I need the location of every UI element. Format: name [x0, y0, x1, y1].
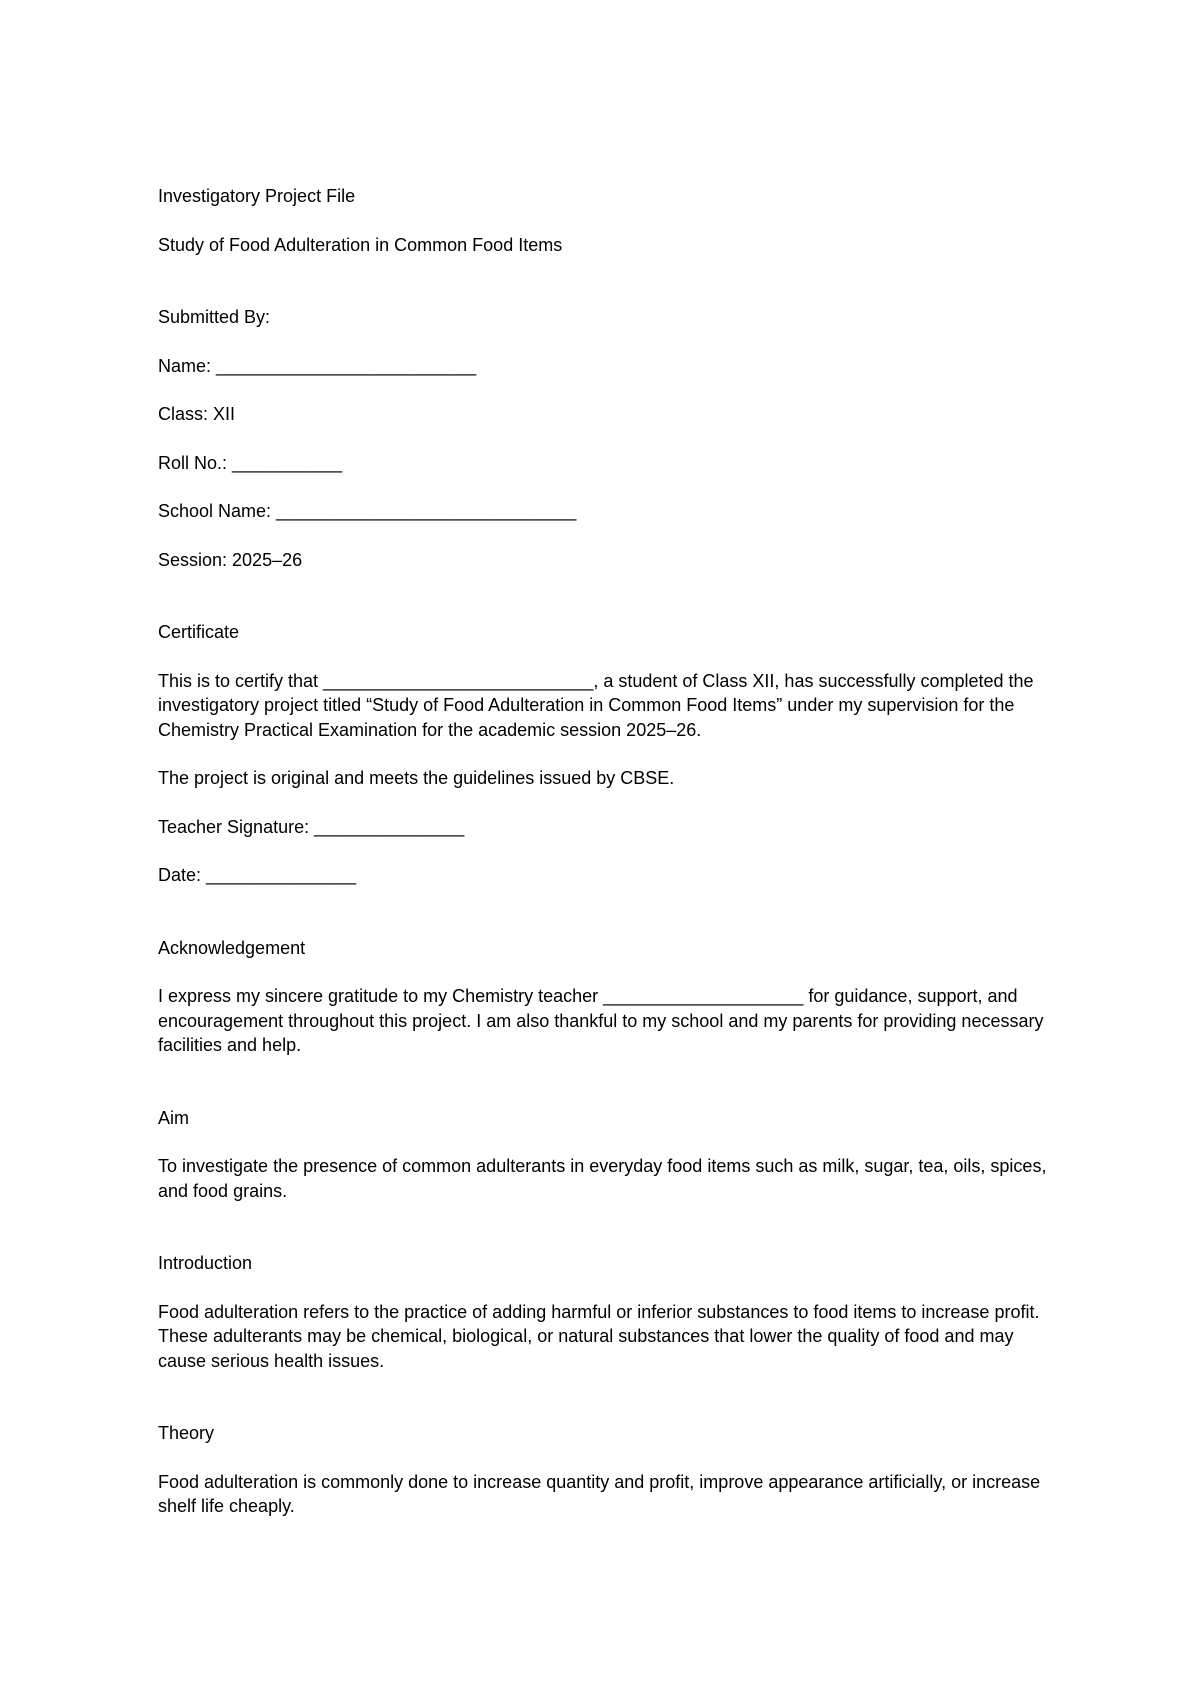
name-line: Name: __________________________: [158, 355, 477, 376]
teacher-signature-line: Teacher Signature: _______________: [158, 816, 465, 837]
aim-paragraph: To investigate the presence of common adulterants in everyday food items such as milk, sugar, tea, oils, spices, and food grains.: [158, 1156, 1047, 1201]
certificate-heading: Certificate: [158, 622, 240, 642]
project-title: Study of Food Adulteration in Common Food Items: [158, 234, 563, 255]
theory-heading: Theory: [158, 1423, 215, 1443]
introduction-paragraph: Food adulteration refers to the practice of adding harmful or inferior substances to food items to increase profit. These adulterants may be chemical, biological, or natural substances that lower the quality of food and may cause serious health issues.: [158, 1301, 1040, 1371]
date-line: Date: _______________: [158, 865, 357, 885]
document-heading: Investigatory Project File: [158, 186, 356, 206]
class-line: Class: XII: [158, 404, 236, 424]
introduction-heading: Introduction: [158, 1253, 253, 1273]
certificate-statement: The project is original and meets the guidelines issued by CBSE.: [158, 768, 675, 788]
theory-paragraph: Food adulteration is commonly done to increase quantity and profit, improve appearance artificially, or increase shelf life cheaply.: [158, 1471, 1041, 1516]
aim-heading: Aim: [158, 1107, 189, 1128]
certificate-paragraph: This is to certify that ___________________________, a student of Class XII, has successfully completed the investigatory project titled “Study of Food Adulteration in Common Food Items” under my supervision for the Chemistry Practical Examination for the academic session 2025–26.: [158, 670, 1034, 740]
document-body: [158, 184, 1058, 1519]
submitted-by-label: Submitted By:: [158, 307, 271, 327]
roll-line: Roll No.: ___________: [158, 452, 343, 473]
acknowledgement-heading: Acknowledgement: [158, 937, 306, 958]
school-line: School Name: ______________________________: [158, 501, 577, 521]
acknowledgement-paragraph: I express my sincere gratitude to my Chemistry teacher ____________________ for guidance, support, and encouragement throughout this project. I am also thankful to my school and my parents for providing necessary facilities and help.: [158, 986, 1044, 1055]
session-line: Session: 2025–26: [158, 549, 303, 570]
